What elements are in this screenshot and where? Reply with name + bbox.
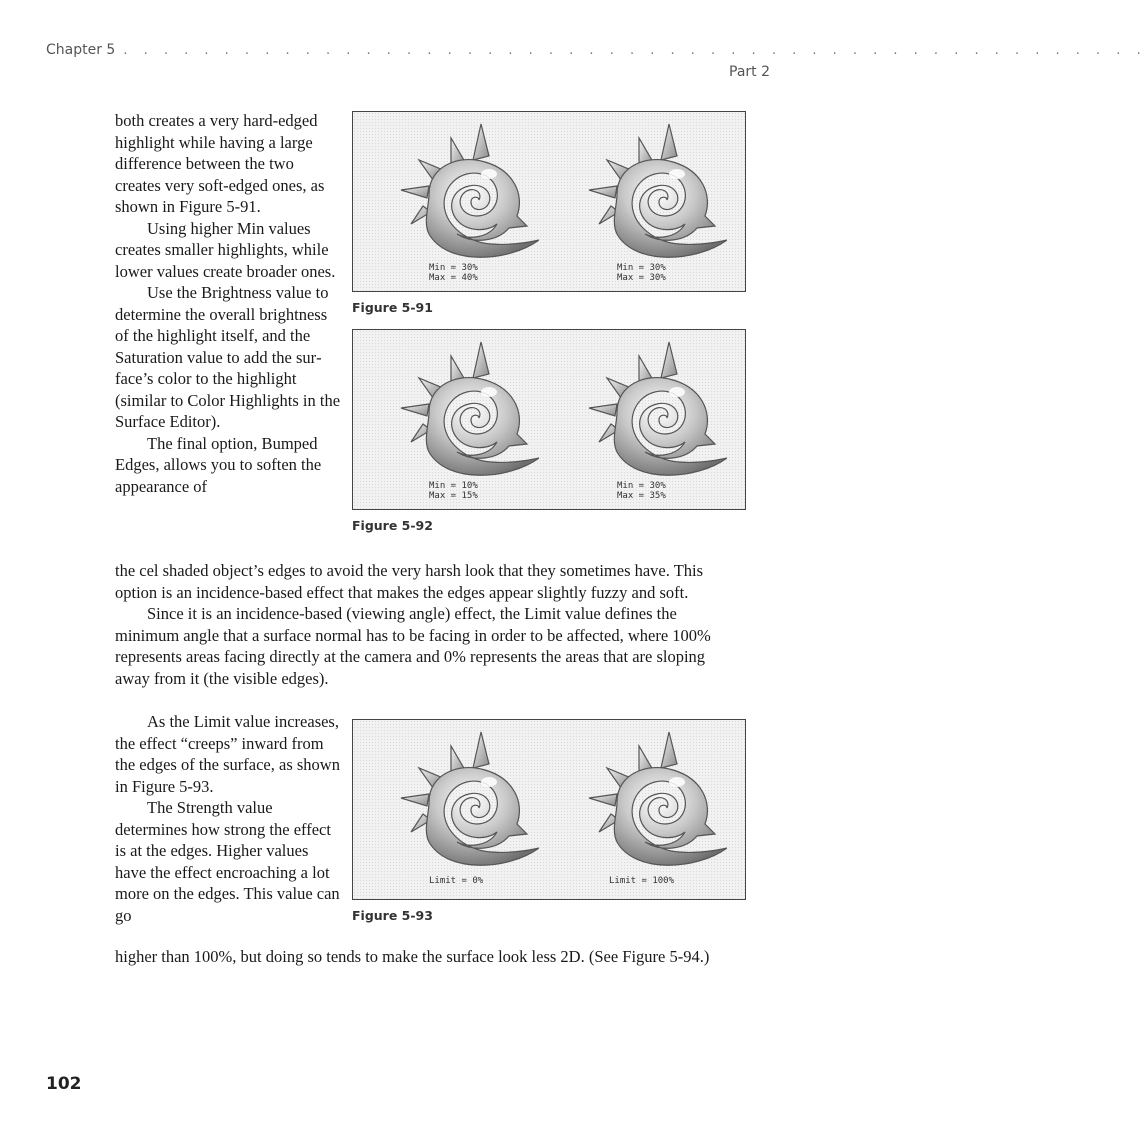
label-right-line-1: Min = 30% [617,263,666,273]
swirl-creature-right [589,732,727,865]
label-right: Limit = 100% [609,876,675,886]
figure-caption: Figure 5-91 [352,300,433,315]
figure-illustration [353,112,747,293]
running-header [46,42,1147,58]
figure-illustration [353,720,747,901]
label-left: Limit = 0% [429,876,484,886]
swirl-creature-left [401,124,539,257]
figure-5-93 [352,719,746,923]
label-right-line-2: Max = 35% [617,491,666,501]
paragraph: the cel shaded object’s edges to avoid the very harsh look that they sometimes have. This option is an incidence-based effect that makes the edges appear slightly fuzzy and soft. [115,561,704,602]
paragraph: The Strength value determines how strong the effect is at the edges. Higher values have the effect encroaching a lot more on the edges. This value can go [115,798,340,925]
page-number: 102 [46,1074,82,1094]
label-left-line-2: Max = 40% [429,273,478,283]
body-text-column-2 [115,711,341,926]
label-left-line-1: Min = 30% [429,263,478,273]
paragraph: Use the Brightness value to determine the overall brightness of the highlight itself, and the Saturation value to add the surface’s color to the highlight (similar to Color Highlights in the Surface Editor). [115,283,341,431]
part-label: Part 2 [729,64,770,80]
label-right-line-2: Max = 30% [617,273,666,283]
swirl-creature-right [589,124,727,257]
label-left-line-1: Min = 10% [429,481,478,491]
figure-caption: Figure 5-92 [352,518,433,533]
figure-image [352,111,746,292]
body-text-wide-1 [115,560,715,689]
paragraph: The final option, Bumped Edges, allows you to soften the appearance of [115,433,322,496]
figure-image [352,329,746,510]
label-right-line-1: Min = 30% [617,481,666,491]
leader-dots: . . . . . . . . . . . . . . . . . . . . . . . . . . . . . . . . . . . . . . . . . . . . . . . . . . . [123,42,1147,58]
body-text-column-1 [115,110,341,497]
swirl-creature-left [401,342,539,475]
figure-5-91 [352,111,746,315]
paragraph: Using higher Min values creates smaller highlights, while lower values create broader ones. [115,218,336,281]
figure-image [352,719,746,900]
figure-5-92 [352,329,746,533]
paragraph: both creates a very hard-edged highlight while having a large difference between the two creates very soft-edged ones, as shown in Figure 5-91. [115,111,325,216]
swirl-creature-left [401,732,539,865]
paragraph: higher than 100%, but doing so tends to make the surface look less 2D. (See Figure 5-94.) [115,947,710,966]
figure-illustration [353,330,747,511]
swirl-creature-right [589,342,727,475]
paragraph: As the Limit value increases, the effect “creeps” inward from the edges of the surface, as shown in Figure 5-93. [115,712,340,796]
body-text-wide-2 [115,946,715,968]
chapter-label: Chapter 5 [46,42,116,58]
label-left-line-2: Max = 15% [429,491,478,501]
figure-caption: Figure 5-93 [352,908,433,923]
paragraph: Since it is an incidence-based (viewing angle) effect, the Limit value defines the minimum angle that a surface normal has to be facing in order to be affected, where 100% represents areas facing directly at the camera and 0% represents the areas that are sloping away from it (the visible edges). [115,604,711,688]
